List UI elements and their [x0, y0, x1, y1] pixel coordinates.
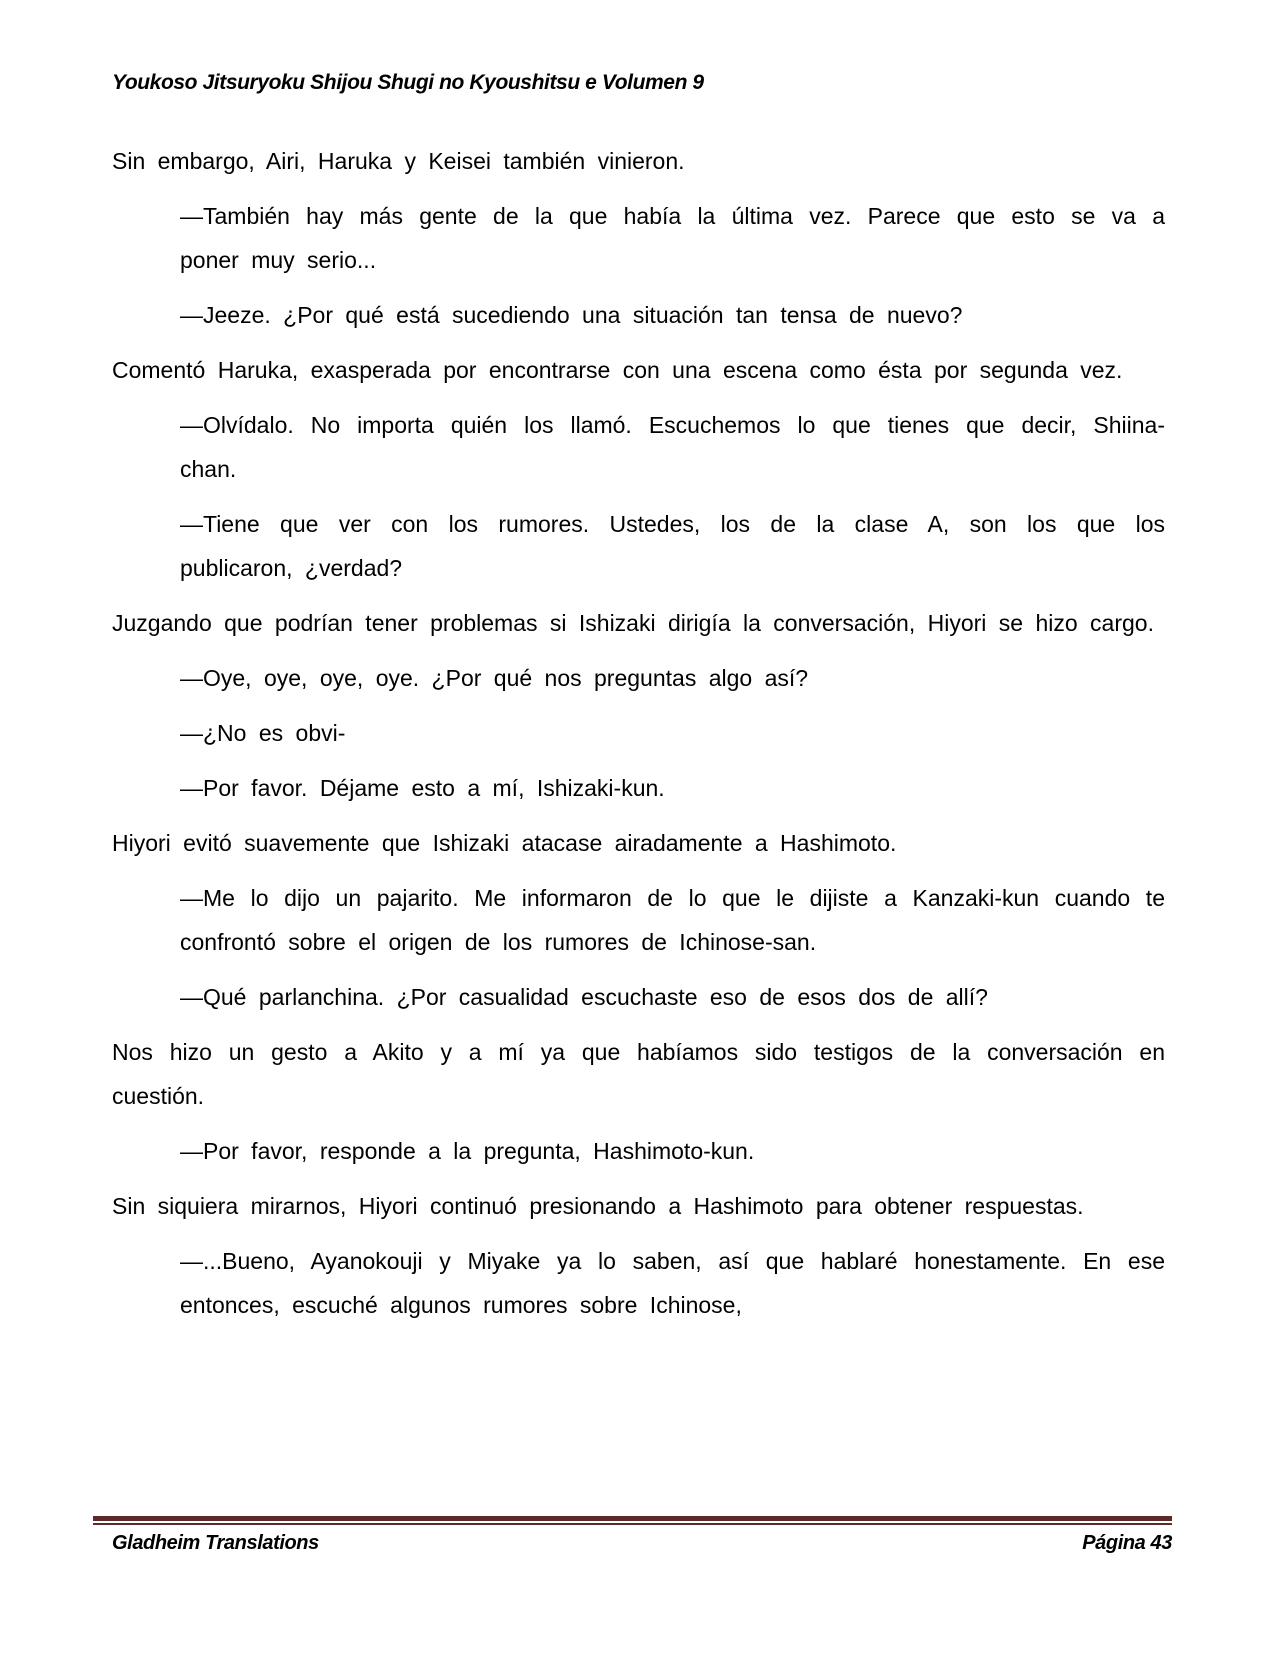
- document-footer: [93, 1516, 1172, 1555]
- body-text: [112, 139, 1165, 1338]
- dialogue-paragraph: —Por favor, responde a la pregunta, Hashimoto-kun.: [180, 1138, 755, 1164]
- paragraph: Sin embargo, Airi, Haruka y Keisei también vinieron.: [112, 148, 685, 174]
- dialogue-paragraph: —Olvídalo. No importa quién los llamó. Escuchemos lo que tienes que decir, Shiina-chan.: [180, 412, 1165, 482]
- paragraph: Hiyori evitó suavemente que Ishizaki atacase airadamente a Hashimoto.: [112, 830, 897, 856]
- dialogue-paragraph: —...Bueno, Ayanokouji y Miyake ya lo saben, así que hablaré honestamente. En ese entonces, escuché algunos rumores sobre Ichinose,: [180, 1248, 1165, 1318]
- paragraph: Nos hizo un gesto a Akito y a mí ya que habíamos sido testigos de la conversación en cuestión.: [112, 1039, 1165, 1109]
- dialogue-paragraph: —Jeeze. ¿Por qué está sucediendo una situación tan tensa de nuevo?: [180, 302, 963, 328]
- dialogue-paragraph: —Por favor. Déjame esto a mí, Ishizaki-kun.: [180, 775, 665, 801]
- footer-row: [93, 1532, 1172, 1555]
- dialogue-paragraph: —Oye, oye, oye, oye. ¿Por qué nos preguntas algo así?: [180, 665, 809, 691]
- header-title: Youkoso Jitsuryoku Shijou Shugi no Kyoushitsu e Volumen 9: [112, 71, 704, 94]
- dialogue-paragraph: —Tiene que ver con los rumores. Ustedes, los de la clase A, son los que los publicaron, ¿verdad?: [180, 511, 1165, 581]
- dialogue-paragraph: —Me lo dijo un pajarito. Me informaron de lo que le dijiste a Kanzaki-kun cuando te confrontó sobre el origen de los rumores de Ichinose-san.: [180, 885, 1165, 955]
- dialogue-paragraph: —Qué parlanchina. ¿Por casualidad escuchaste eso de esos dos de allí?: [180, 984, 988, 1010]
- page-number: Página 43: [1082, 1532, 1172, 1554]
- translator-credit: Gladheim Translations: [112, 1532, 319, 1554]
- dialogue-paragraph: —¿No es obvi-: [180, 720, 346, 746]
- paragraph: Comentó Haruka, exasperada por encontrarse con una escena como ésta por segunda vez.: [112, 357, 1123, 383]
- document-header: [112, 71, 1165, 95]
- dialogue-paragraph: —También hay más gente de la que había la última vez. Parece que esto se va a poner muy serio...: [180, 203, 1165, 273]
- paragraph: Sin siquiera mirarnos, Hiyori continuó presionando a Hashimoto para obtener respuestas.: [112, 1193, 1084, 1219]
- paragraph: Juzgando que podrían tener problemas si Ishizaki dirigía la conversación, Hiyori se hizo cargo.: [112, 610, 1154, 636]
- footer-rule-thin-line: [93, 1523, 1172, 1525]
